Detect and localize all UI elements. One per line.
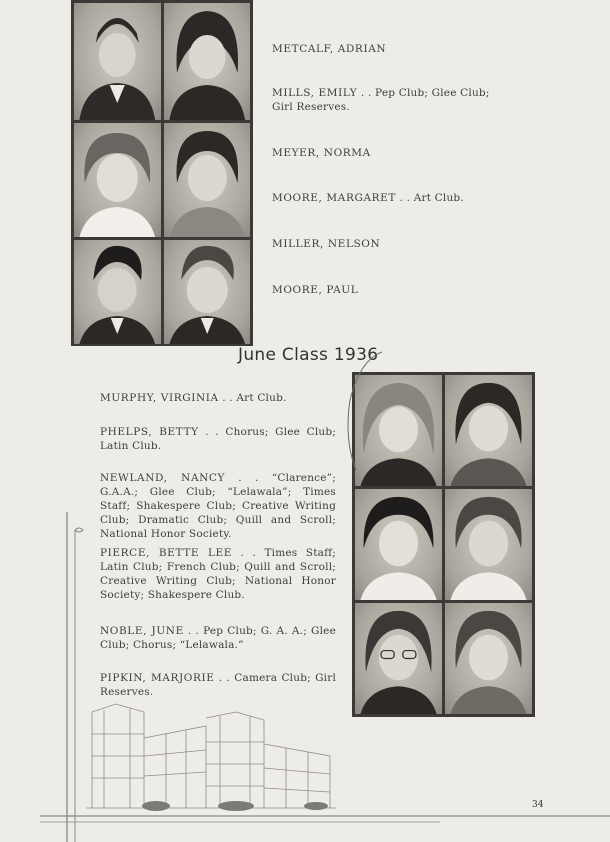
entry-name: MEYER, NORMA <box>272 147 371 159</box>
entry-name: NOBLE, JUNE <box>100 625 184 637</box>
top-photo-panel <box>71 0 253 346</box>
entry-activities: . . Chorus; Glee Club; Latin Club. <box>100 426 337 452</box>
entry-moore-paul <box>272 283 592 297</box>
portrait-newland-nancy <box>355 489 442 600</box>
portrait-moore-margaret <box>164 123 251 237</box>
entry-activities: . . “Clarence”; G.A.A.; Glee Club; “Lelawala”; Times Staff; Shakespere Club; Creative Writing Club; Dramatic Club; Quill and Scroll; National Honor Society. <box>100 472 336 540</box>
entry-activities: . . Pep Club; G. A. A.; Glee Club; Chorus; “Lelawala.” <box>100 625 337 651</box>
portrait-noble-june <box>355 603 442 714</box>
entry-mills-emily <box>272 86 512 114</box>
page-number: 34 <box>532 800 544 810</box>
portrait-pipkin-marjorie <box>445 603 532 714</box>
entry-newland-nancy <box>100 471 336 541</box>
entry-activities: . . Times Staff; Latin Club; French Club; Quill and Scroll; Creative Writing Club; National Honor Society; Shakespere Club. <box>100 547 336 601</box>
entry-name: PHELPS, BETTY <box>100 426 199 438</box>
entry-activities: . . Pep Club; Glee Club; Girl Reserves. <box>272 87 490 113</box>
entry-miller-nelson <box>272 237 592 251</box>
entry-moore-margaret <box>272 191 592 205</box>
portrait-metcalf-adrian <box>74 3 161 120</box>
entry-activities: . . Art Club. <box>399 192 464 204</box>
entry-name: METCALF, ADRIAN <box>272 43 387 55</box>
entry-name: MILLS, EMILY <box>272 87 358 99</box>
portrait-meyer-norma <box>74 123 161 237</box>
portrait-mills-emily <box>164 3 251 120</box>
section-heading: June Class 1936 <box>238 345 379 365</box>
entry-name: MILLER, NELSON <box>272 238 381 250</box>
entry-activities: . . Camera Club; Girl Reserves. <box>100 672 337 698</box>
entry-activities: . . Art Club. <box>222 392 287 404</box>
entry-metcalf-adrian <box>272 42 592 56</box>
entry-name: NEWLAND, NANCY <box>100 472 226 484</box>
entry-meyer-norma <box>272 146 592 160</box>
portrait-miller-nelson <box>74 240 161 344</box>
entry-murphy-virginia <box>100 391 336 405</box>
bottom-photo-panel <box>352 372 535 717</box>
entry-name: MOORE, MARGARET <box>272 192 396 204</box>
entry-name: PIPKIN, MARJORIE <box>100 672 215 684</box>
school-building-sketch <box>86 698 336 814</box>
entry-pierce-bette-lee <box>100 546 336 602</box>
entry-name: MURPHY, VIRGINIA <box>100 392 219 404</box>
entry-noble-june <box>100 624 336 652</box>
entry-phelps-betty <box>100 425 336 453</box>
entry-pipkin-marjorie <box>100 671 336 699</box>
portrait-pierce-bette-lee <box>445 489 532 600</box>
portrait-moore-paul <box>164 240 251 344</box>
entry-name: MOORE, PAUL <box>272 284 359 296</box>
portrait-murphy-virginia <box>355 375 442 486</box>
entry-name: PIERCE, BETTE LEE <box>100 547 233 559</box>
portrait-phelps-betty <box>445 375 532 486</box>
